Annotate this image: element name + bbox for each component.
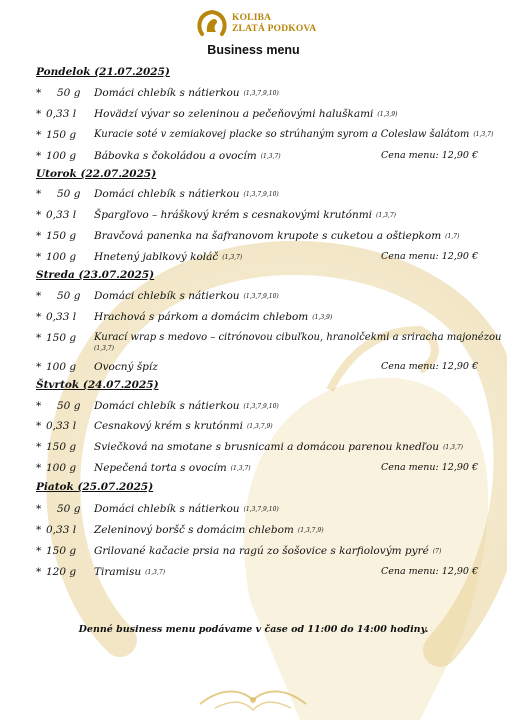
bullet: *	[36, 524, 42, 536]
dish-name: Sviečková na smotane s brusnicami a domácou parenou knedľou	[94, 441, 440, 453]
brand-line-1: KOLIBA	[232, 13, 272, 23]
allergens: (1,3,7,9,10)	[243, 191, 279, 198]
brand-logo	[196, 8, 316, 40]
bullet: *	[36, 129, 42, 141]
allergens: (1,3,7)	[222, 254, 243, 261]
item-dish	[94, 361, 158, 373]
item-quantity: 50 g	[57, 188, 81, 200]
dish-name: Hnetený jablkový koláč	[94, 251, 219, 263]
allergens: (1,3,7,9)	[246, 423, 273, 430]
dish-name: Špargľovo – hráškový krém s cesnakovými krutónmi	[94, 209, 373, 221]
item-dish	[94, 311, 332, 323]
brand-name	[232, 13, 316, 35]
item-dish	[94, 290, 279, 302]
dish-name: Kurací wrap s medovo – citrónovou cibuľkou, hranolčekmi a sriracha majonézou	[94, 332, 502, 343]
bullet: *	[36, 251, 42, 263]
allergens: (1,3,7,9,10)	[243, 293, 279, 300]
item-dish	[94, 545, 441, 557]
item-quantity: 100 g	[46, 462, 77, 474]
bullet: *	[36, 290, 42, 302]
allergens: (1,3,7)	[94, 345, 114, 352]
dish-name: Zeleninový boršč s domácim chlebom	[94, 524, 294, 536]
dish-name: Hovädzí vývar so zeleninou a pečeňovými haluškami	[94, 108, 374, 120]
dish-name: Domáci chlebík s nátierkou	[94, 87, 240, 99]
item-dish	[94, 209, 396, 221]
day-heading-friday: Piatok (25.07.2025)	[36, 481, 154, 493]
item-dish	[94, 150, 281, 162]
allergens: (1,3,7)	[443, 444, 464, 451]
dish-name: Nepečená torta s ovocím	[94, 462, 227, 474]
item-quantity: 150 g	[46, 129, 77, 141]
item-quantity: 0,33 l	[46, 524, 77, 536]
day-heading-thursday: Štvrtok (24.07.2025)	[36, 379, 159, 391]
bullet: *	[36, 108, 42, 120]
bullet: *	[36, 400, 42, 412]
bullet: *	[36, 441, 42, 453]
allergens: (1,3,7)	[260, 153, 281, 160]
dish-name: Domáci chlebík s nátierkou	[94, 290, 240, 302]
horseshoe-logo-icon	[196, 8, 228, 40]
item-quantity: 150 g	[46, 441, 77, 453]
bullet: *	[36, 230, 42, 242]
allergens: (1,3,7,9,10)	[243, 90, 279, 97]
allergens: (1,3,7,9)	[297, 527, 324, 534]
bullet: *	[36, 420, 42, 432]
item-dish	[94, 420, 273, 432]
item-quantity: 150 g	[46, 545, 77, 557]
bullet: *	[36, 188, 42, 200]
item-dish	[94, 524, 324, 536]
menu-price: Cena menu: 12,90 €	[380, 251, 478, 262]
brand-line-2: ZLATÁ PODKOVA	[232, 24, 317, 34]
allergens: (1,3,7,9,10)	[243, 403, 279, 410]
item-dish	[94, 441, 463, 453]
item-quantity: 0,33 l	[46, 108, 77, 120]
dish-name: Hrachová s párkom a domácim chlebom	[94, 311, 309, 323]
allergens: (1,7)	[445, 233, 460, 240]
menu-price: Cena menu: 12,90 €	[380, 462, 478, 473]
dish-name: Tiramisu	[94, 566, 142, 578]
allergens: (7)	[432, 548, 442, 555]
allergens: (1,3,7)	[473, 131, 494, 138]
item-dish	[94, 129, 493, 140]
allergens: (1,3,9)	[377, 111, 398, 118]
item-dish	[94, 87, 279, 99]
bullet: *	[36, 361, 42, 373]
day-heading-tuesday: Utorok (22.07.2025)	[36, 168, 157, 180]
menu-price: Cena menu: 12,90 €	[380, 361, 478, 372]
bullet: *	[36, 87, 42, 99]
item-quantity: 150 g	[46, 230, 77, 242]
decorative-flourish-icon	[0, 680, 507, 720]
item-dish	[94, 230, 459, 242]
bullet: *	[36, 150, 42, 162]
item-dish	[94, 332, 501, 343]
dish-name: Ovocný špíz	[94, 361, 158, 373]
day-heading-monday: Pondelok (21.07.2025)	[36, 66, 170, 78]
item-quantity: 50 g	[57, 87, 81, 99]
dish-name: Domáci chlebík s nátierkou	[94, 188, 240, 200]
day-heading-wednesday: Streda (23.07.2025)	[36, 269, 155, 281]
item-quantity: 100 g	[46, 251, 77, 263]
item-quantity: 0,33 l	[46, 209, 77, 221]
item-quantity: 50 g	[57, 290, 81, 302]
dish-name: Grilované kačacie prsia na ragú zo šošovice s karfiolovým pyré	[94, 545, 429, 557]
menu-item	[36, 332, 502, 356]
item-quantity: 150 g	[46, 332, 77, 344]
item-quantity: 0,33 l	[46, 420, 77, 432]
menu-price: Cena menu: 12,90 €	[380, 566, 478, 577]
bullet: *	[36, 332, 42, 344]
dish-name: Bravčová panenka na šafranovom krupote s cuketou a oštiepkom	[94, 230, 442, 242]
allergens: (1,3,7,9,10)	[243, 506, 279, 513]
dish-name: Kuracie soté v zemiakovej placke so strúhaným syrom a Coleslaw šalátom	[94, 129, 470, 140]
allergens: (1,3,7)	[376, 212, 396, 219]
bullet: *	[36, 566, 42, 578]
item-quantity: 100 g	[46, 150, 77, 162]
item-dish	[94, 400, 279, 412]
bullet: *	[36, 462, 42, 474]
item-dish	[94, 188, 279, 200]
dish-name: Domáci chlebík s nátierkou	[94, 503, 240, 515]
bullet: *	[36, 209, 42, 221]
item-dish	[94, 251, 242, 263]
allergens: (1,3,7)	[230, 465, 251, 472]
item-quantity: 50 g	[57, 503, 81, 515]
dish-name: Cesnakový krém s krutónmi	[94, 420, 243, 432]
item-dish	[94, 462, 251, 474]
dish-name: Domáci chlebík s nátierkou	[94, 400, 240, 412]
item-quantity: 50 g	[57, 400, 81, 412]
item-dish	[94, 503, 279, 515]
allergens: (1,3,9)	[312, 314, 333, 321]
bullet: *	[36, 311, 42, 323]
item-quantity: 120 g	[46, 566, 77, 578]
serving-hours-note: Denné business menu podávame v čase od 11:00 do 14:00 hodiny.	[78, 624, 429, 635]
bullet: *	[36, 503, 42, 515]
item-quantity: 0,33 l	[46, 311, 77, 323]
dish-name: Bábovka s čokoládou a ovocím	[94, 150, 257, 162]
menu-price: Cena menu: 12,90 €	[380, 150, 478, 161]
item-dish	[94, 108, 397, 120]
page-title: Business menu	[207, 43, 300, 57]
allergens: (1,3,7)	[145, 569, 166, 576]
bullet: *	[36, 545, 42, 557]
item-dish	[94, 566, 165, 578]
item-quantity: 100 g	[46, 361, 77, 373]
